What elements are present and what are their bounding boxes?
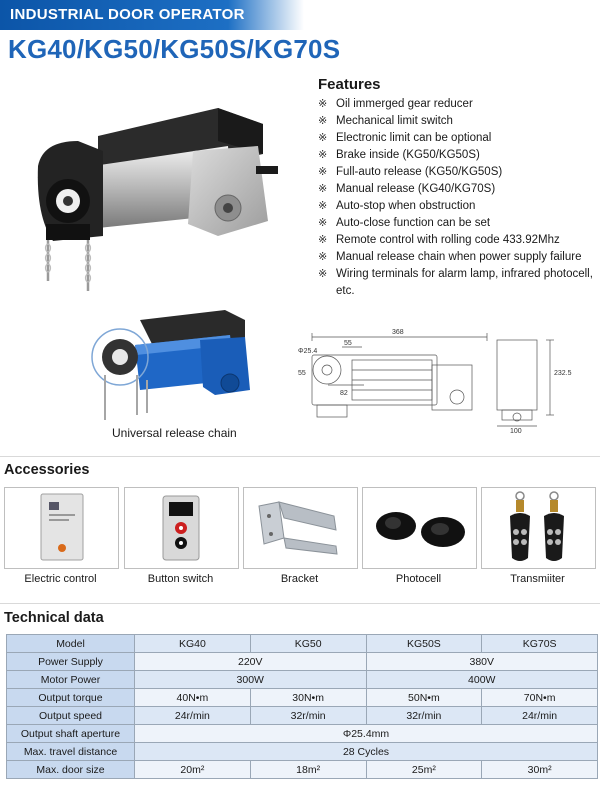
product-image: [18, 96, 308, 296]
feature-item: [318, 164, 596, 181]
dim-width: 100: [510, 428, 522, 435]
feature-text: Remote control with rolling code 433.92Mhz: [336, 234, 560, 246]
feature-item: [318, 198, 596, 215]
table-cell: 20m²: [135, 761, 251, 779]
features-list: [318, 96, 596, 300]
accessory-label: Transmiiter: [510, 573, 565, 585]
button-switch-image: [124, 487, 239, 569]
table-cell: Model: [7, 635, 135, 653]
table-cell: 32r/min: [250, 707, 366, 725]
features-title: Features: [318, 76, 381, 93]
banner-title: INDUSTRIAL DOOR OPERATOR: [10, 6, 245, 23]
bracket-image: [243, 487, 358, 569]
feature-bullet: ※: [318, 268, 328, 280]
transmitter-image: [481, 487, 596, 569]
table-row: [7, 635, 598, 653]
electric-control-image: [4, 487, 119, 569]
feature-text: Manual release chain when power supply failure: [336, 251, 582, 263]
title-banner: [0, 0, 304, 30]
photocell-image: [362, 487, 477, 569]
technical-title: Technical data: [4, 610, 104, 626]
accessory-label: Electric control: [24, 573, 97, 585]
table-cell: KG40: [135, 635, 251, 653]
dimension-drawing: [292, 325, 594, 435]
dim-length: 368: [392, 329, 404, 336]
table-cell: Output shaft aperture: [7, 725, 135, 743]
feature-bullet: ※: [318, 149, 328, 161]
feature-text: Auto-stop when obstruction: [336, 200, 476, 212]
dim-height: 232.5: [554, 370, 572, 377]
release-chain-image: [85, 295, 260, 425]
table-cell: Max. travel distance: [7, 743, 135, 761]
feature-text: Brake inside (KG50/KG50S): [336, 149, 480, 161]
feature-bullet: ※: [318, 183, 328, 195]
divider: [0, 603, 600, 604]
feature-item: [318, 130, 596, 147]
feature-text: Oil immerged gear reducer: [336, 98, 473, 110]
table-cell: 220V: [135, 653, 367, 671]
table-cell: 25m²: [366, 761, 482, 779]
feature-bullet: ※: [318, 115, 328, 127]
accessory-label: Button switch: [147, 573, 214, 585]
table-cell: 400W: [366, 671, 598, 689]
table-cell: 70N•m: [482, 689, 598, 707]
table-cell: KG70S: [482, 635, 598, 653]
feature-text: Auto-close function can be set: [336, 217, 491, 229]
dim-shaft: Φ25.4: [298, 348, 318, 355]
accessory-label: Bracket: [280, 573, 319, 585]
feature-text: Full-auto release (KG50/KG50S): [336, 166, 503, 178]
table-cell: Max. door size: [7, 761, 135, 779]
table-cell: 32r/min: [366, 707, 482, 725]
table-cell: 28 Cycles: [135, 743, 598, 761]
divider: [0, 456, 600, 457]
table-cell: KG50: [250, 635, 366, 653]
feature-text: Wiring terminals for alarm lamp, infrared photocell, etc.: [336, 268, 593, 297]
feature-item: [318, 96, 596, 113]
feature-bullet: ※: [318, 166, 328, 178]
table-cell: 40N•m: [135, 689, 251, 707]
dim-55-top: 55: [344, 340, 352, 347]
feature-item: [318, 147, 596, 164]
table-row: [7, 653, 598, 671]
dim-82: 82: [340, 390, 348, 397]
dim-55-side: 55: [298, 370, 306, 377]
table-cell: Motor Power: [7, 671, 135, 689]
feature-bullet: ※: [318, 132, 328, 144]
feature-bullet: ※: [318, 234, 328, 246]
feature-item: [318, 266, 596, 300]
feature-bullet: ※: [318, 217, 328, 229]
feature-text: Electronic limit can be optional: [336, 132, 492, 144]
table-cell: 380V: [366, 653, 598, 671]
feature-bullet: ※: [318, 98, 328, 110]
feature-text: Mechanical limit switch: [336, 115, 453, 127]
model-names: KG40/KG50/KG50S/KG70S: [8, 34, 341, 64]
table-cell: 50N•m: [366, 689, 482, 707]
table-row: [7, 761, 598, 779]
table-cell: 18m²: [250, 761, 366, 779]
technical-table: [6, 634, 598, 779]
feature-item: [318, 215, 596, 232]
feature-item: [318, 181, 596, 198]
release-chain-caption: Universal release chain: [112, 426, 237, 440]
table-cell: 30m²: [482, 761, 598, 779]
feature-item: [318, 113, 596, 130]
feature-text: Manual release (KG40/KG70S): [336, 183, 496, 195]
feature-bullet: ※: [318, 251, 328, 263]
table-row: [7, 743, 598, 761]
accessories-title: Accessories: [4, 462, 90, 478]
table-cell: Power Supply: [7, 653, 135, 671]
accessory-label: Photocell: [395, 573, 442, 585]
table-cell: Output torque: [7, 689, 135, 707]
table-row: [7, 689, 598, 707]
table-row: [7, 725, 598, 743]
table-cell: KG50S: [366, 635, 482, 653]
feature-item: [318, 249, 596, 266]
table-cell: Φ25.4mm: [135, 725, 598, 743]
table-row: [7, 671, 598, 689]
feature-item: [318, 232, 596, 249]
table-cell: Output speed: [7, 707, 135, 725]
table-cell: 30N•m: [250, 689, 366, 707]
table-cell: 300W: [135, 671, 367, 689]
table-cell: 24r/min: [482, 707, 598, 725]
table-row: [7, 707, 598, 725]
table-cell: 24r/min: [135, 707, 251, 725]
feature-bullet: ※: [318, 200, 328, 212]
